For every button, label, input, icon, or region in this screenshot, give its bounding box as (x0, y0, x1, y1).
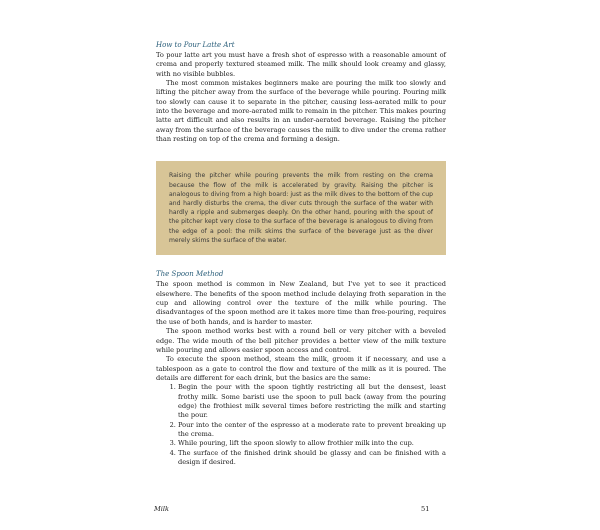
paragraph: The spoon method works best with a round bell or very pitcher with a beveled edge. The wide mouth of the bell pitcher provides a better view of the milk texture while pouring and allows easier spoon access and control. (156, 327, 446, 354)
steps-list (156, 383, 446, 467)
running-footer-chapter: Milk (154, 505, 169, 513)
list-item: 1. Begin the pour with the spoon tightly restricting all but the densest, least frothy milk. Some baristi use the spoon to pull back (away from the pouring edge) the frothiest milk several times before restricting the milk and starting the pour. (178, 383, 446, 420)
section-heading-latte-art: How to Pour Latte Art (156, 41, 235, 49)
text-column (156, 41, 446, 467)
list-item: 2. Pour into the center of the espresso at a moderate rate to prevent breaking up the crema. (178, 421, 446, 440)
paragraph: To execute the spoon method, steam the milk, groom it if necessary, and use a tablespoon as a gate to control the flow and texture of the milk as it is poured. The details are different for each drink, but the basics are the same: (156, 355, 446, 382)
paragraph: To pour latte art you must have a fresh shot of espresso with a reasonable amount of crema and properly textured steamed milk. The milk should look creamy and glassy, with no visible bubbles. (156, 51, 446, 78)
section-spoon-method (156, 270, 446, 467)
paragraph: The spoon method is common in New Zealand, but I've yet to see it practiced elsewhere. The benefits of the spoon method include delaying froth separation in the cup and allowing control over the texture of the milk while pouring. The disadvantages of the spoon method are it takes more time than free-pouring, requires the use of both hands, and is harder to master. (156, 280, 446, 326)
callout-text: Raising the pitcher while pouring prevents the milk from resting on the crema because the flow of the milk is accelerated by gravity. Raising the pitcher is analogous to diving from a high board: just as the milk dives to the bottom of the cup and hardly disturbs the crema, the diver cuts through the surface of the water with hardly a ripple and submerges deeply. On the other hand, pouring with the spout of the pitcher kept very close to the surface of the beverage is analogous to diving from the edge of a pool: the milk skims the surface of the beverage just as the diver merely skims the surface of the water. (169, 172, 433, 244)
paragraph: The most common mistakes beginners make are pouring the milk too slowly and lifting the pitcher away from the surface of the beverage while pouring. Pouring milk too slowly can cause it to separate in the pitcher, causing less-aerated milk to pour into the beverage and more-aerated milk to remain in the pitcher. This makes pouring latte art difficult and also results in an under-aerated beverage. Raising the pitcher away from the surface of the beverage causes the milk to dive under the crema rather than resting on top of the crema and forming a design. (156, 79, 446, 144)
list-item: 3. While pouring, lift the spoon slowly to allow frothier milk into the cup. (178, 439, 446, 448)
section-heading-spoon-method: The Spoon Method (156, 270, 224, 279)
callout-box (156, 161, 446, 255)
list-item: 4. The surface of the finished drink should be glassy and can be finished with a design if desired. (178, 449, 446, 468)
page-number: 51 (421, 505, 430, 513)
